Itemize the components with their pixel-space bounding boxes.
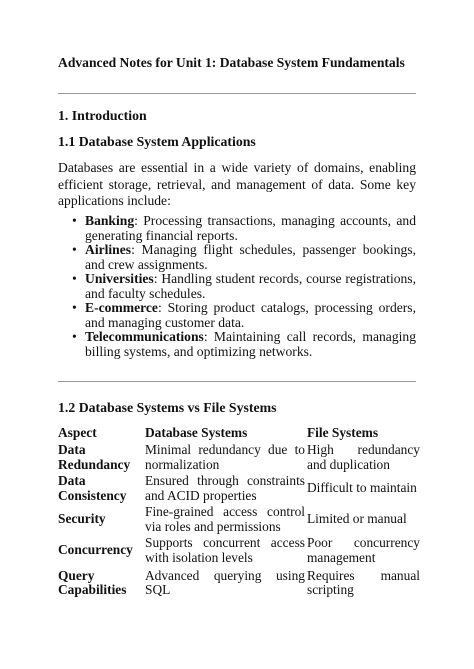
aspect-cell: Query Capabilities xyxy=(58,567,127,597)
database-systems-cell: Fine-grained access control via roles and permissions xyxy=(145,504,305,534)
aspect-cell: Data Redundancy xyxy=(58,442,131,472)
list-item-term: E-commerce xyxy=(85,300,158,315)
list-item-telecommunications xyxy=(58,330,416,359)
list-item-description: : Maintaining call records, managing billing systems, and optimizing networks. xyxy=(85,329,416,359)
list-item-term: Airlines xyxy=(85,242,132,257)
file-systems-cell: High redundancy and duplication xyxy=(307,442,420,472)
section-divider xyxy=(58,93,416,94)
list-item-description: : Storing product catalogs, processing orders, and managing customer data. xyxy=(85,300,416,330)
section-divider xyxy=(58,381,416,382)
applications-heading: 1.1 Database System Applications xyxy=(58,134,256,149)
list-item-term: Telecommunications xyxy=(85,329,204,344)
table-row xyxy=(58,566,420,600)
database-systems-cell: Minimal redundancy due to normalization xyxy=(145,442,305,472)
list-item-term: Universities xyxy=(85,271,154,286)
applications-list xyxy=(58,214,416,359)
introduction-heading: 1. Introduction xyxy=(58,108,147,123)
list-item-universities xyxy=(58,272,416,301)
bullet-icon: • xyxy=(72,300,77,315)
file-systems-cell: Difficult to maintain xyxy=(307,480,417,496)
database-systems-cell: Ensured through constraints and ACID properties xyxy=(145,473,305,503)
database-systems-cell: Supports concurrent access with isolation levels xyxy=(145,535,305,565)
list-item-banking xyxy=(58,214,416,243)
table-row xyxy=(58,442,420,473)
aspect-cell: Concurrency xyxy=(58,542,133,558)
column-header-aspect: Aspect xyxy=(58,425,97,440)
bullet-icon: • xyxy=(72,213,77,228)
comparison-heading: 1.2 Database Systems vs File Systems xyxy=(58,400,277,415)
list-item-description: : Managing flight schedules, passenger bookings, and crew assignments. xyxy=(85,242,416,272)
aspect-cell: Security xyxy=(58,511,106,527)
file-systems-cell: Requires manual scripting xyxy=(307,567,420,597)
column-header-file-systems: File Systems xyxy=(307,425,379,440)
bullet-icon: • xyxy=(72,329,77,344)
list-item-ecommerce xyxy=(58,301,416,330)
list-item-airlines xyxy=(58,243,416,272)
list-item-description: : Handling student records, course registrations, and faculty schedules. xyxy=(85,271,416,301)
bullet-icon: • xyxy=(72,271,77,286)
list-item-term: Banking xyxy=(85,213,135,228)
table-row xyxy=(58,504,420,535)
table-row xyxy=(58,535,420,566)
file-systems-cell: Poor concurrency management xyxy=(307,535,420,565)
list-item-description: : Processing transactions, managing accounts, and generating financial reports. xyxy=(85,213,416,243)
file-systems-cell: Limited or manual xyxy=(307,511,407,527)
table-header-row xyxy=(58,426,420,442)
applications-paragraph: Databases are essential in a wide variety of domains, enabling efficient storage, retrieval, and management of data. Some key applications include: xyxy=(58,160,416,208)
document-title: Advanced Notes for Unit 1: Database System Fundamentals xyxy=(58,55,405,70)
bullet-icon: • xyxy=(72,242,77,257)
aspect-cell: Data Consistency xyxy=(58,473,127,503)
column-header-database-systems: Database Systems xyxy=(145,425,248,440)
table-row xyxy=(58,473,420,504)
comparison-table xyxy=(58,426,420,600)
database-systems-cell: Advanced querying using SQL xyxy=(145,567,305,597)
